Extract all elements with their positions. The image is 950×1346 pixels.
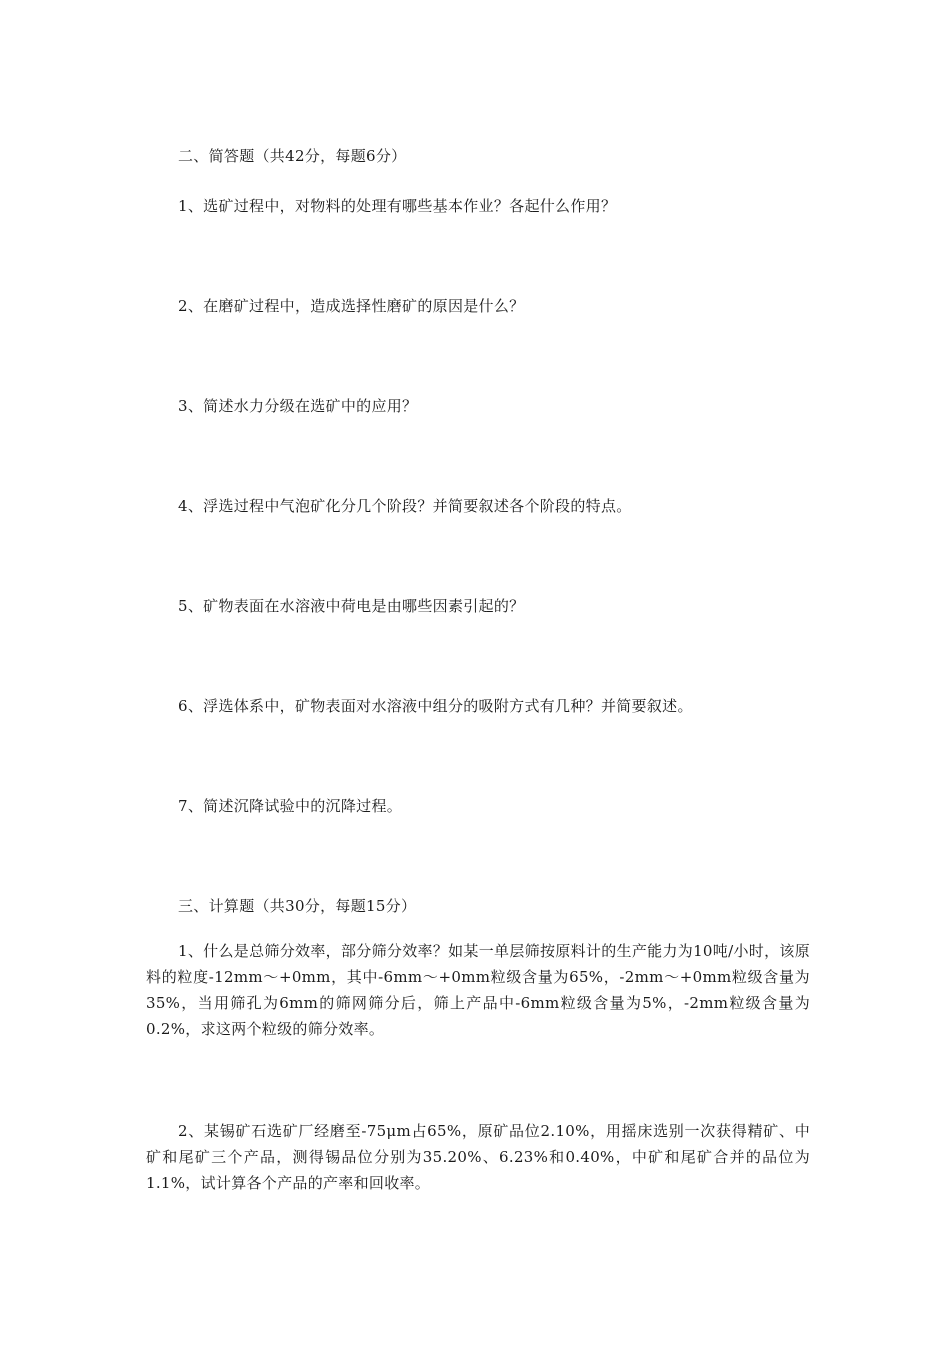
- question-3: 3、简述水力分级在选矿中的应用？: [178, 397, 418, 415]
- question-4: 4、浮选过程中气泡矿化分几个阶段？并简要叙述各个阶段的特点。: [178, 497, 632, 515]
- section-heading-calculation: 三、计算题（共30分，每题15分）: [178, 897, 417, 915]
- problem-2: 2、某锡矿石选矿厂经磨至-75μm占65%，原矿品位2.10%，用摇床选别一次获得精矿、中矿和尾矿三个产品，测得锡品位分别为35.20%、6.23%和0.40%，中矿和尾矿合并的品位为1.1%，试计算各个产品的产率和回收率。: [146, 1122, 810, 1192]
- problem-1: 1、什么是总筛分效率，部分筛分效率？如某一单层筛按原料计的生产能力为10吨/小时，该原料的粒度-12mm～+0mm，其中-6mm～+0mm粒级含量为65%，-2mm～+0mm粒级含量为35%，当用筛孔为6mm的筛网筛分后，筛上产品中-6mm粒级含量为5%，-2mm粒级含量为0.2%，求这两个粒级的筛分效率。: [146, 942, 810, 1038]
- section-heading-short-answer: 二、简答题（共42分，每题6分）: [178, 147, 407, 165]
- question-5: 5、矿物表面在水溶液中荷电是由哪些因素引起的？: [178, 597, 525, 615]
- question-2: 2、在磨矿过程中，造成选择性磨矿的原因是什么？: [178, 297, 525, 315]
- question-7: 7、简述沉降试验中的沉降过程。: [178, 797, 403, 815]
- question-6: 6、浮选体系中，矿物表面对水溶液中组分的吸附方式有几种？并简要叙述。: [178, 697, 693, 715]
- question-1: 1、选矿过程中，对物料的处理有哪些基本作业？各起什么作用？: [178, 197, 617, 215]
